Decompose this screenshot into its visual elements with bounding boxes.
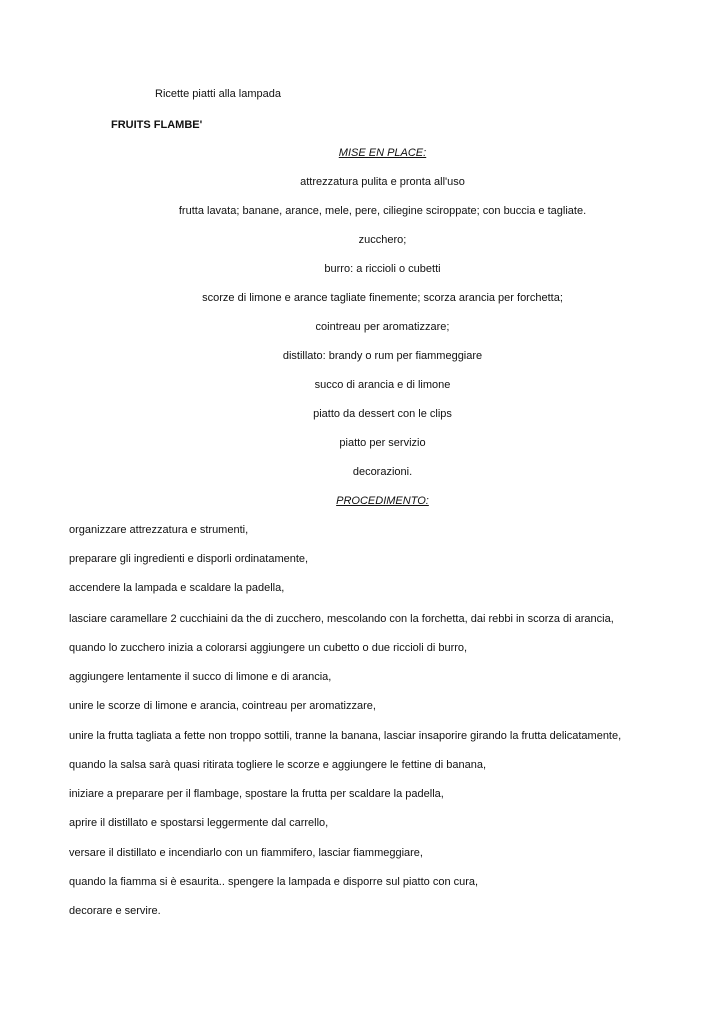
procedure-step: unire la frutta tagliata a fette non troppo sottili, tranne la banana, lasciar insaporire girando la frutta delicatamente, xyxy=(69,730,622,742)
mise-item: decorazioni. xyxy=(352,466,413,478)
procedure-step: aprire il distillato e spostarsi leggermente dal carrello, xyxy=(69,817,329,829)
procedure-step: decorare e servire. xyxy=(69,905,161,917)
procedure-step: iniziare a preparare per il flambage, spostare la frutta per scaldare la padella, xyxy=(69,788,444,800)
procedimento-heading: PROCEDIMENTO: xyxy=(336,495,429,507)
procedure-step: lasciare caramellare 2 cucchiaini da the di zucchero, mescolando con la forchetta, dai rebbi in scorza di arancia, xyxy=(69,613,614,625)
procedure-step: aggiungere lentamente il succo di limone e di arancia, xyxy=(69,671,332,683)
mise-en-place-heading: MISE EN PLACE: xyxy=(338,147,427,159)
procedure-step: organizzare attrezzatura e strumenti, xyxy=(69,524,249,536)
procedure-step: quando lo zucchero inizia a colorarsi aggiungere un cubetto o due riccioli di burro, xyxy=(69,642,468,654)
mise-item: attrezzatura pulita e pronta all'uso xyxy=(300,176,465,188)
mise-item: zucchero; xyxy=(358,234,407,246)
procedure-step: versare il distillato e incendiarlo con un fiammifero, lasciar fiammeggiare, xyxy=(69,847,423,859)
mise-item: frutta lavata; banane, arance, mele, pere, ciliegine sciroppate; con buccia e tagliate. xyxy=(178,205,587,217)
mise-item: succo di arancia e di limone xyxy=(314,379,451,391)
mise-item: scorze di limone e arance tagliate finemente; scorza arancia per forchetta; xyxy=(202,292,563,304)
mise-item: piatto per servizio xyxy=(339,437,426,449)
procedure-step: preparare gli ingredienti e disporli ordinatamente, xyxy=(69,553,309,565)
mise-item: burro: a riccioli o cubetti xyxy=(324,263,441,275)
procedure-step: quando la salsa sarà quasi ritirata togliere le scorze e aggiungere le fettine di banana, xyxy=(69,759,487,771)
mise-item: distillato: brandy o rum per fiammeggiare xyxy=(282,350,483,362)
mise-item: piatto da dessert con le clips xyxy=(313,408,452,420)
mise-item: cointreau per aromatizzare; xyxy=(315,321,450,333)
procedure-step: unire le scorze di limone e arancia, cointreau per aromatizzare, xyxy=(69,700,376,712)
procedure-step: accendere la lampada e scaldare la padella, xyxy=(69,582,285,594)
document-subtitle: Ricette piatti alla lampada xyxy=(155,88,281,100)
recipe-title: FRUITS FLAMBE' xyxy=(111,119,203,131)
procedure-step: quando la fiamma si è esaurita.. spengere la lampada e disporre sul piatto con cura, xyxy=(69,876,479,888)
